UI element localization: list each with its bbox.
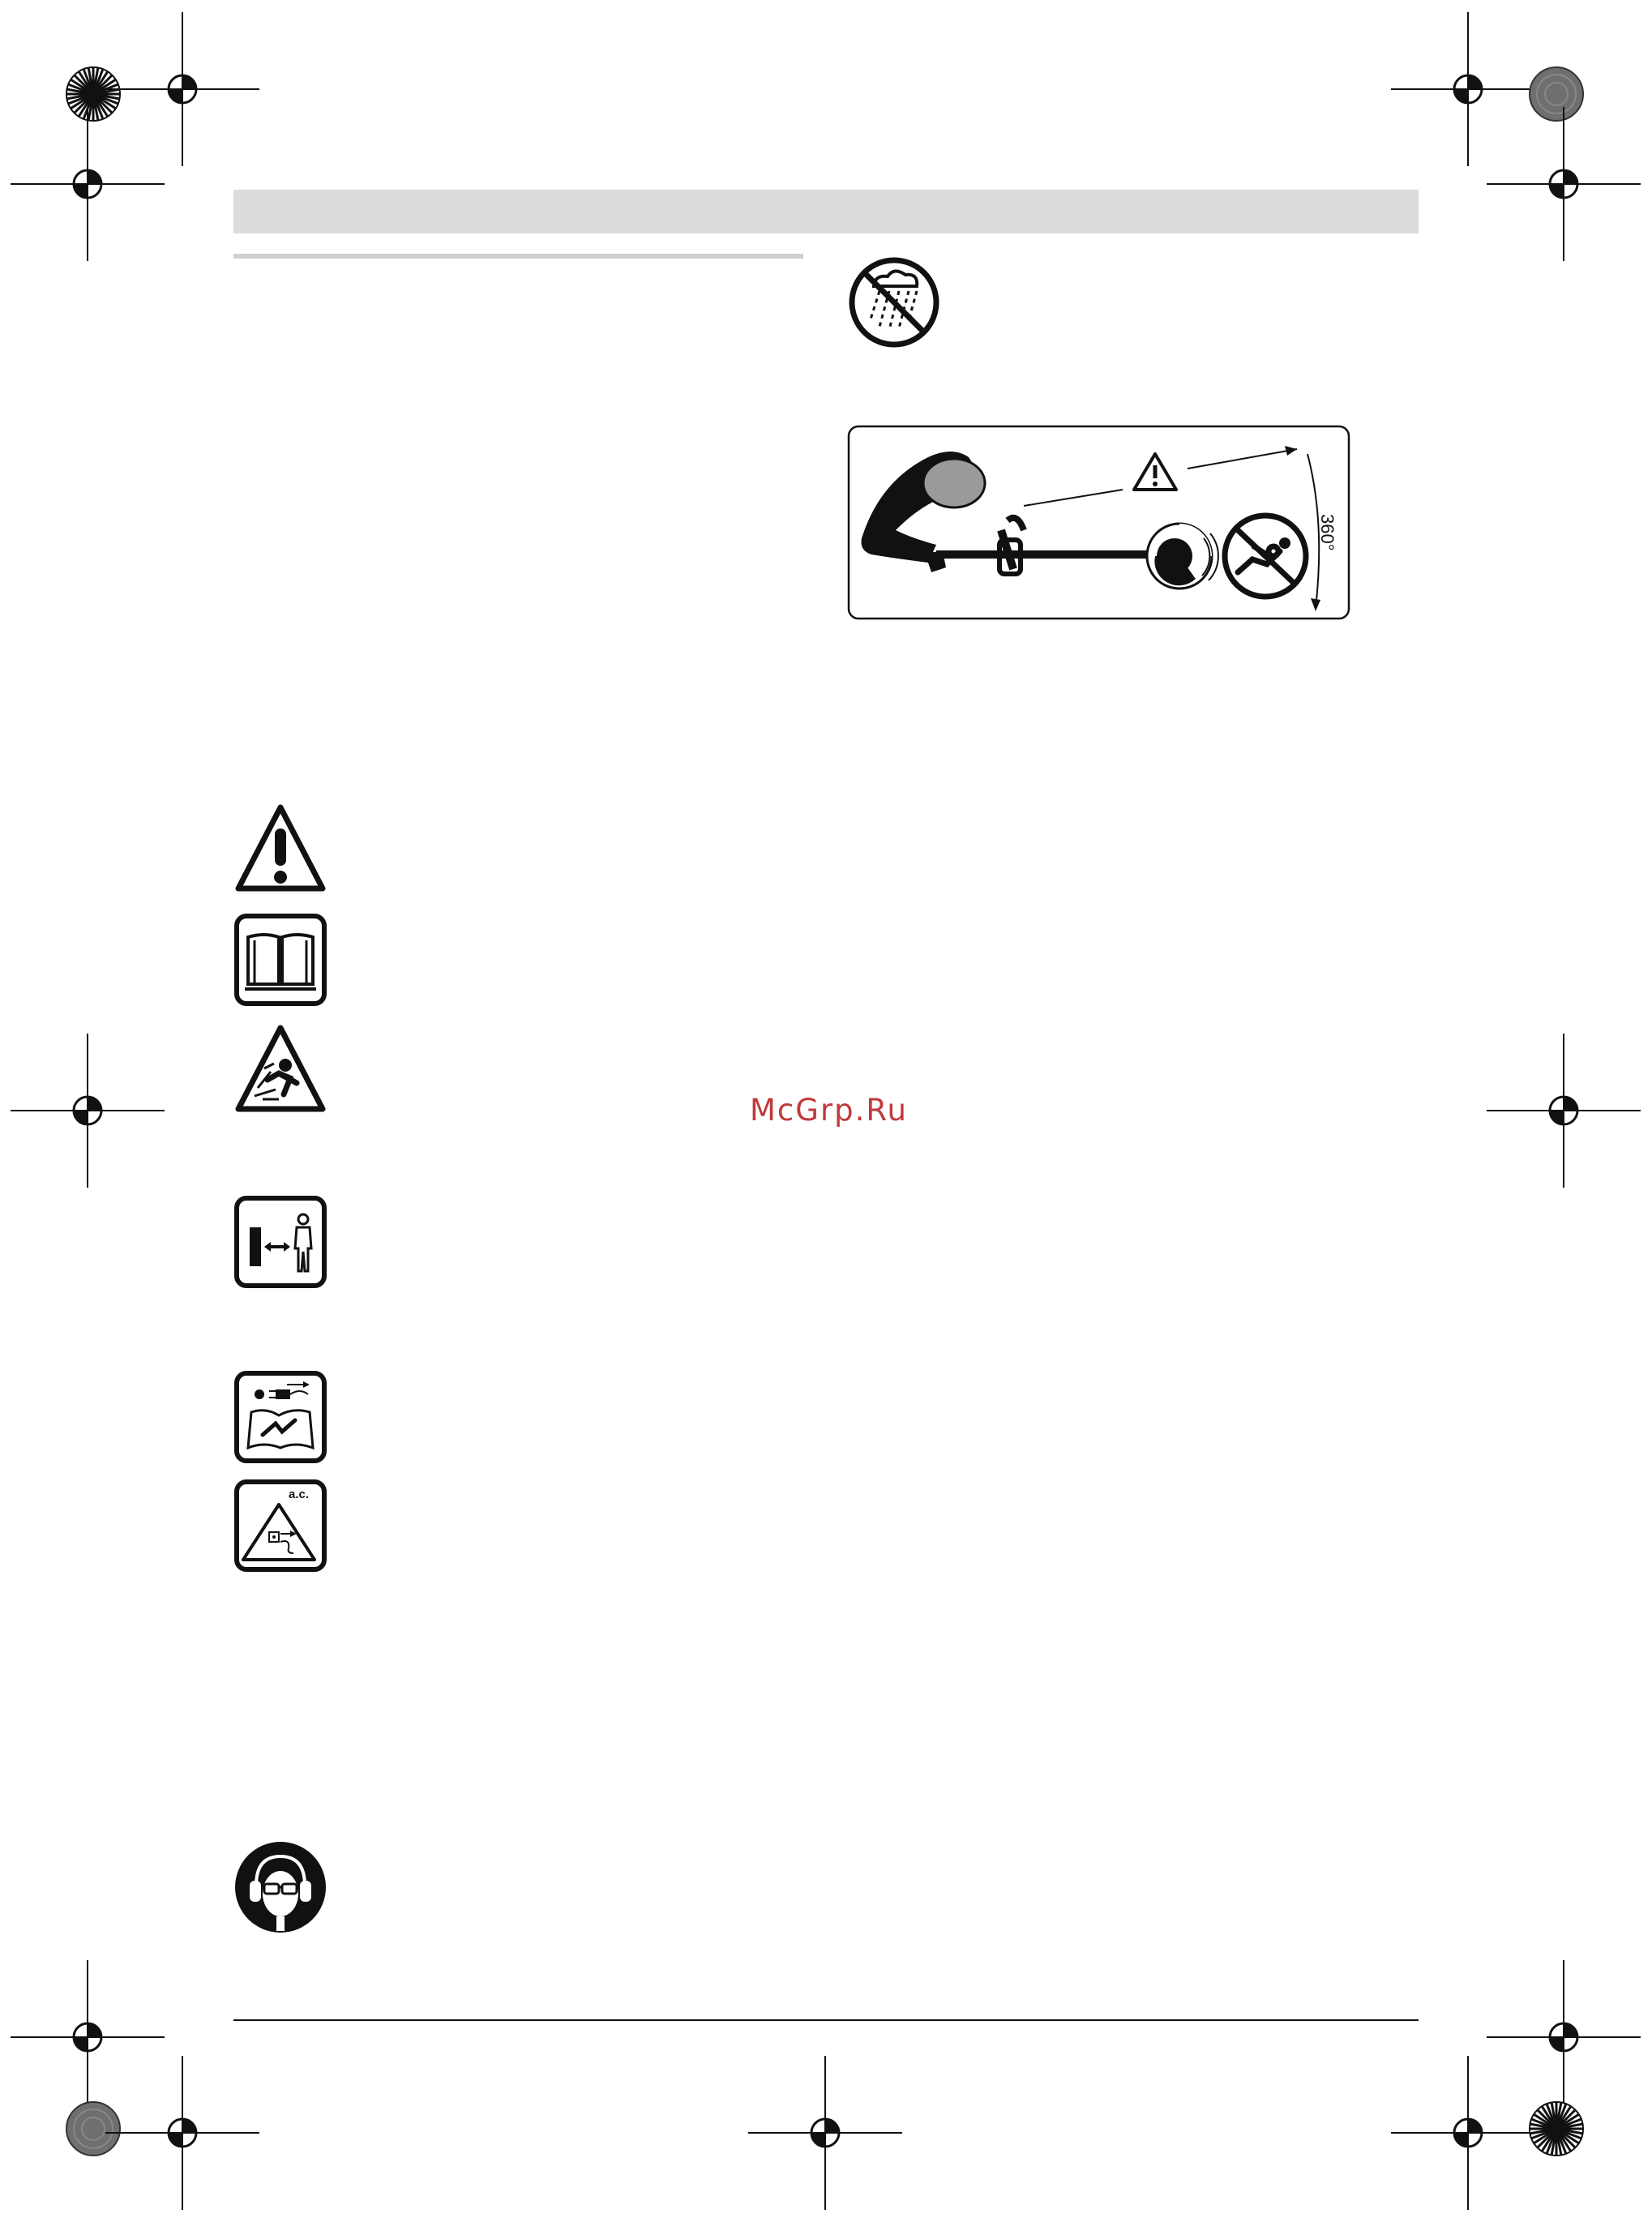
read-manual-icon [233,913,327,1007]
header-band [233,190,1419,233]
keep-distance-icon [233,1195,327,1289]
section-rule [233,254,803,259]
label-angle-text: 360° [1317,514,1337,551]
warning-triangle-icon [233,803,327,895]
trimmer-safety-label [847,425,1350,620]
ac-power-warning-icon [233,1479,327,1573]
unplug-before-maintenance-icon [233,1370,327,1464]
flying-debris-icon [233,1023,327,1115]
no-rain-icon [847,255,941,349]
watermark: McGrp.Ru [750,1093,908,1128]
wear-eye-ear-protection-icon [233,1840,327,1934]
footer-rule [233,2019,1419,2021]
ac-label: a.c. [289,1488,310,1501]
